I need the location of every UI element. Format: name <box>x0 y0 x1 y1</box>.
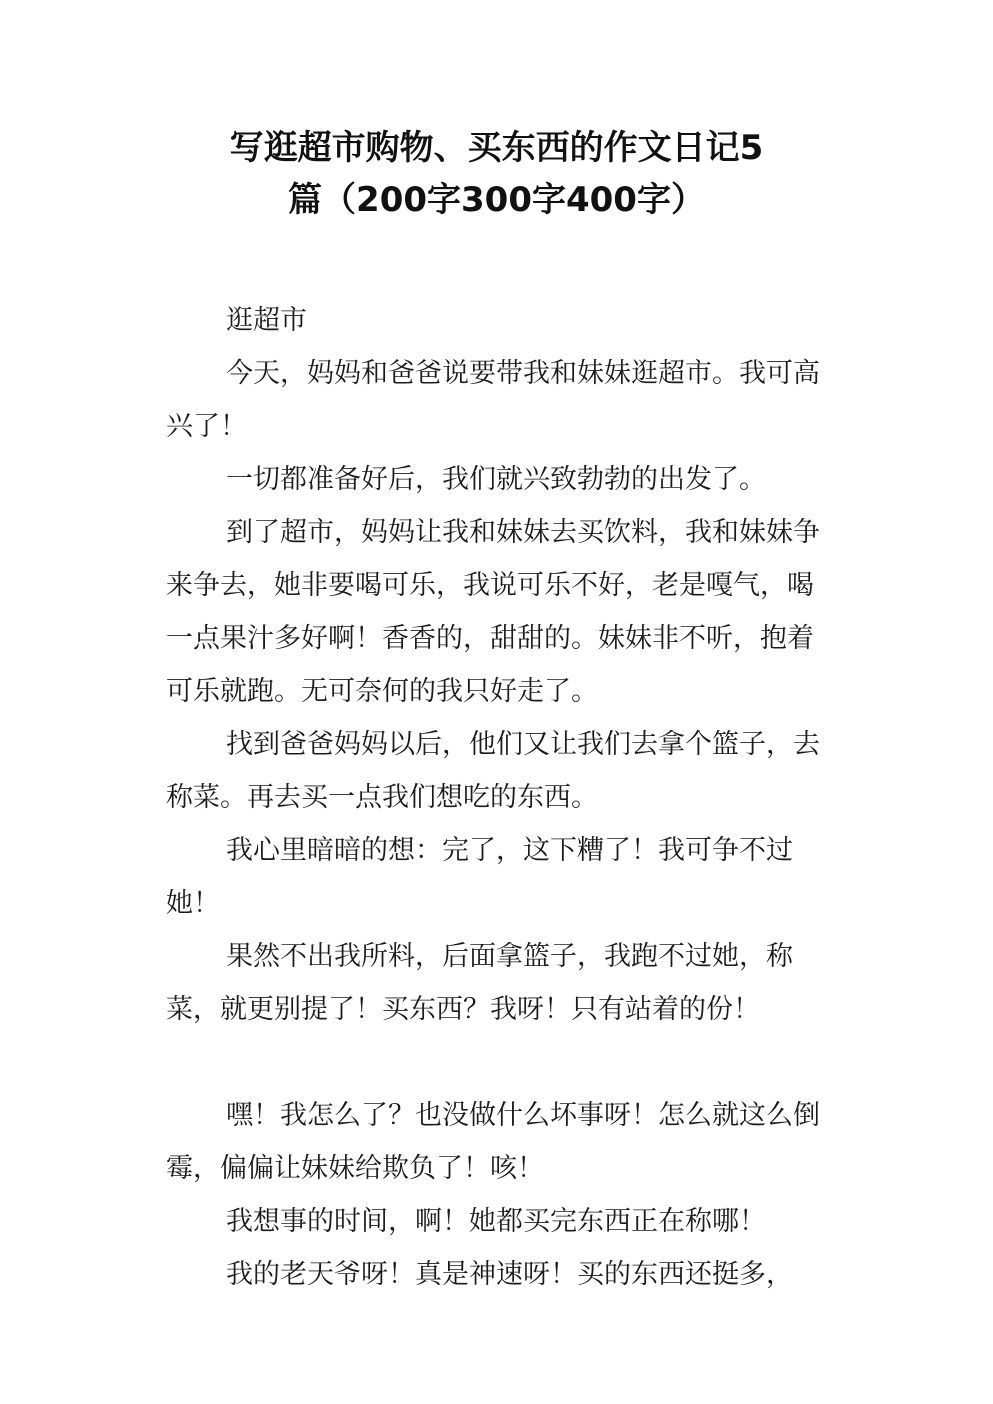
title-line-1: 写逛超市购物、买东西的作文日记5 <box>229 128 764 168</box>
paragraph: 我想事的时间，啊！她都买完东西正在称哪！ <box>226 1206 766 1237</box>
paragraph: 今天，妈妈和爸爸说要带我和妹妹逛超市。我可高兴了！ <box>166 358 820 442</box>
paragraph: 一切都准备好后，我们就兴致勃勃的出发了。 <box>226 464 766 495</box>
paragraph: 到了超市，妈妈让我和妹妹去买饮料，我和妹妹争来争去，她非要喝可乐，我说可乐不好，老是嘎气，喝一点果汁多好啊！香香的，甜甜的。妹妹非不听，抱着可乐就跑。无可奈何的我只好走了。 <box>166 517 820 707</box>
paragraph: 我心里暗暗的想：完了，这下糟了！我可争不过她！ <box>166 835 793 919</box>
document-title <box>0 122 993 226</box>
article-body <box>166 294 830 1301</box>
paragraph: 找到爸爸妈妈以后，他们又让我们去拿个篮子，去称菜。再去买一点我们想吃的东西。 <box>166 729 820 813</box>
paragraph: 我的老天爷呀！真是神速呀！买的东西还挺多， <box>226 1259 793 1290</box>
title-line-2: 篇（200字300字400字） <box>288 180 705 220</box>
paragraph: 嘿！我怎么了？也没做什么坏事呀！怎么就这么倒霉，偏偏让妹妹给欺负了！咳！ <box>166 1100 820 1184</box>
article-subtitle: 逛超市 <box>226 305 307 336</box>
paragraph: 果然不出我所料，后面拿篮子，我跑不过她，称菜，就更别提了！买东西？我呀！只有站着的份！ <box>166 941 793 1025</box>
